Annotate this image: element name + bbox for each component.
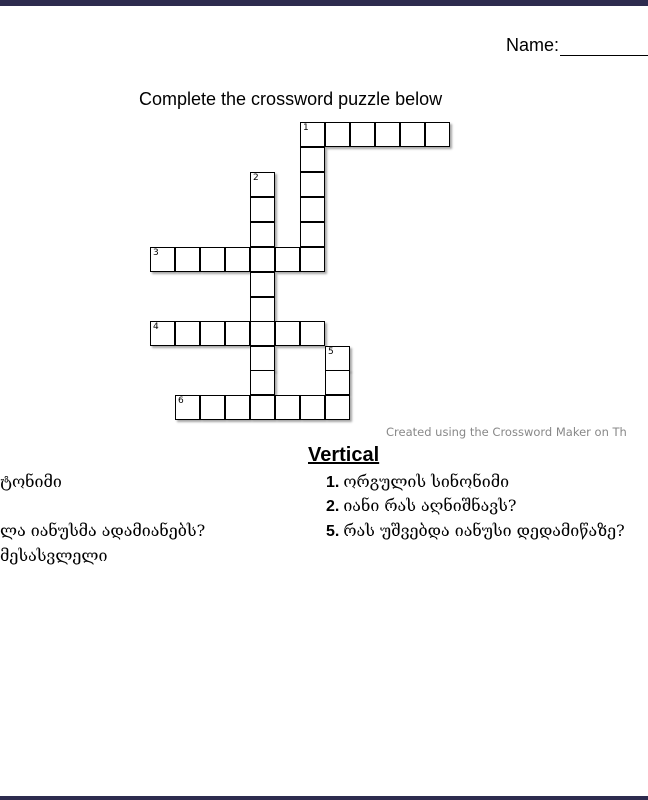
grid-cell[interactable] [225,395,250,420]
grid-cell[interactable] [250,346,275,371]
grid-cell[interactable] [250,395,275,420]
grid-cell[interactable] [250,197,275,222]
clue-text: ორგულის სინონიმი [343,472,510,491]
grid-cell[interactable] [300,247,325,272]
grid-cell[interactable] [250,272,275,297]
grid-cell[interactable] [175,321,200,346]
grid-cell[interactable] [250,297,275,322]
clue-number-4: 4 [153,322,159,332]
grid-cell[interactable] [400,122,425,147]
grid-cell[interactable] [300,321,325,346]
clue-text: ლა იანუსმა ადამიანებს? [0,521,206,540]
name-field [506,35,648,56]
grid-cell[interactable] [300,122,325,147]
clue-number-5: 5 [328,347,334,357]
clue-text: მესასვლელი [0,546,108,565]
grid-cell[interactable] [175,395,200,420]
clue-number: 5. [326,523,340,540]
grid-cell[interactable] [300,197,325,222]
clue-number-1: 1 [303,123,309,133]
grid-cell[interactable] [300,147,325,172]
credit-link[interactable]: Created using the Crossword Maker on Th [386,425,627,439]
grid-cell[interactable] [350,122,375,147]
name-label: Name: [506,35,560,55]
clue-text: ტონიმი [0,472,62,491]
clue-number-3: 3 [153,248,159,258]
clue-number: 1. [326,474,340,491]
bottom-frame-bar [0,796,648,800]
vertical-heading: Vertical [308,444,380,466]
clue-text: რას უშვებდა იანუსი დედამიწაზე? [343,521,625,540]
grid-cell[interactable] [325,395,350,420]
name-blank-line [560,37,648,56]
grid-cell[interactable] [200,321,225,346]
grid-cell[interactable] [275,321,300,346]
grid-cell[interactable] [250,172,275,197]
grid-cell[interactable] [325,346,350,371]
grid-cell[interactable] [250,321,275,346]
grid-cell[interactable] [250,247,275,272]
grid-cell[interactable] [300,172,325,197]
clue-number-6: 6 [178,396,184,406]
grid-cell[interactable] [425,122,450,147]
grid-cell[interactable] [375,122,400,147]
vertical-clue [326,521,625,541]
clue-number-2: 2 [253,173,259,183]
grid-cell[interactable] [200,395,225,420]
top-frame-bar [0,0,648,6]
grid-cell[interactable] [275,395,300,420]
grid-cell[interactable] [250,222,275,247]
clue-text: იანი რას აღნიშნავს? [343,496,517,515]
grid-cell[interactable] [175,247,200,272]
grid-cell[interactable] [300,222,325,247]
grid-cell[interactable] [225,247,250,272]
grid-cell[interactable] [325,370,350,395]
grid-cell[interactable] [150,247,175,272]
clue-number: 2. [326,498,340,515]
vertical-clue [326,472,509,492]
vertical-clue [326,496,516,516]
grid-cell[interactable] [275,247,300,272]
puzzle-instruction: Complete the crossword puzzle below [139,89,443,109]
grid-cell[interactable] [300,395,325,420]
grid-cell[interactable] [250,370,275,395]
grid-cell[interactable] [150,321,175,346]
horizontal-clue-partial [0,472,62,491]
grid-cell[interactable] [225,321,250,346]
grid-cell[interactable] [325,122,350,147]
horizontal-clue-partial [0,546,107,565]
grid-cell[interactable] [200,247,225,272]
horizontal-clue-partial [0,521,205,540]
